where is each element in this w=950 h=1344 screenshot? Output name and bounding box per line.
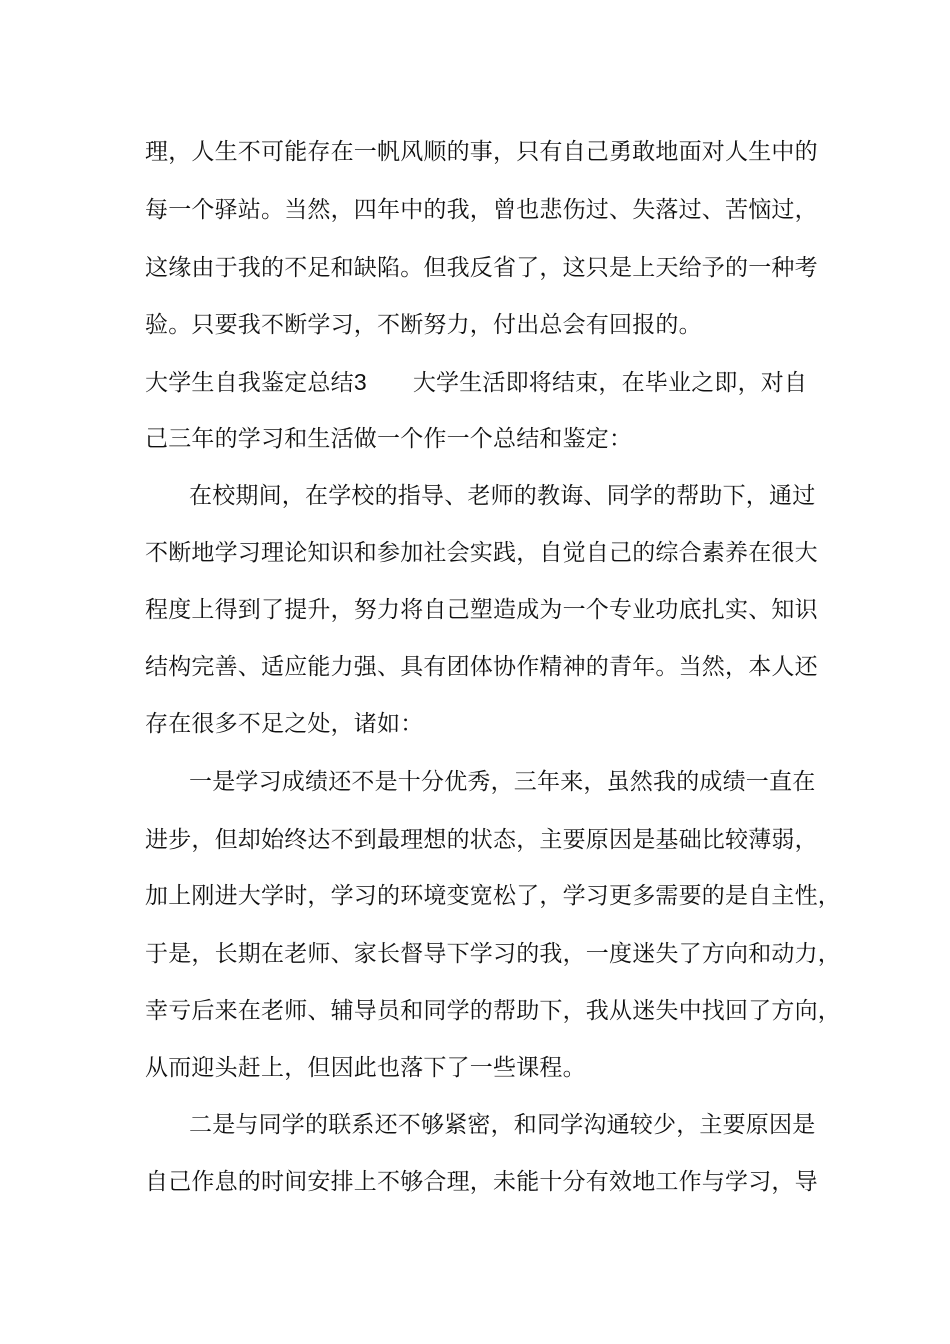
paragraph-line: 从而迎头赶上，但因此也落下了一些课程。: [145, 1055, 586, 1081]
paragraph-line: 二是与同学的联系还不够紧密，和同学沟通较少，主要原因是: [189, 1112, 816, 1138]
paragraph-line: 这缘由于我的不足和缺陷。但我反省了，这只是上天给予的一种考: [145, 255, 818, 281]
paragraph-line: 己三年的学习和生活做一个作一个总结和鉴定：: [145, 426, 633, 452]
section-heading-number: 3: [353, 369, 367, 395]
paragraph-line: 在校期间，在学校的指导、老师的教诲、同学的帮助下，通过: [189, 483, 816, 509]
paragraph-line: 存在很多不足之处，诸如：: [145, 711, 424, 737]
paragraph-line: 结构完善、适应能力强、具有团体协作精神的青年。当然，本人还: [145, 654, 818, 680]
paragraph-line: 理，人生不可能存在一帆风顺的事，只有自己勇敢地面对人生中的: [145, 139, 818, 165]
section-heading-title: 大学生自我鉴定总结: [145, 370, 354, 396]
paragraph-line: 一是学习成绩还不是十分优秀，三年来，虽然我的成绩一直在: [189, 769, 816, 795]
paragraph-line: 自己作息的时间安排上不够合理，未能十分有效地工作与学习，导: [145, 1169, 818, 1195]
paragraph-line: 幸亏后来在老师、辅导员和同学的帮助下，我从迷失中找回了方向，: [145, 998, 841, 1024]
paragraph-line: 加上刚进大学时，学习的环境变宽松了，学习更多需要的是自主性，: [145, 883, 841, 909]
paragraph-line: 进步，但却始终达不到最理想的状态，主要原因是基础比较薄弱，: [145, 827, 818, 853]
paragraph-line: 每一个驿站。当然，四年中的我，曾也悲伤过、失落过、苦恼过，: [145, 197, 818, 223]
paragraph-line: 于是，长期在老师、家长督导下学习的我，一度迷失了方向和动力，: [145, 941, 841, 967]
paragraph-line: 验。只要我不断学习，不断努力，付出总会有回报的。: [145, 312, 702, 338]
section-heading-text: 大学生活即将结束，在毕业之即，对自: [412, 370, 808, 396]
paragraph-line: 不断地学习理论知识和参加社会实践，自觉自己的综合素养在很大: [145, 540, 818, 566]
section-heading-line: [145, 367, 807, 398]
paragraph-line: 程度上得到了提升，努力将自己塑造成为一个专业功底扎实、知识: [145, 597, 818, 623]
